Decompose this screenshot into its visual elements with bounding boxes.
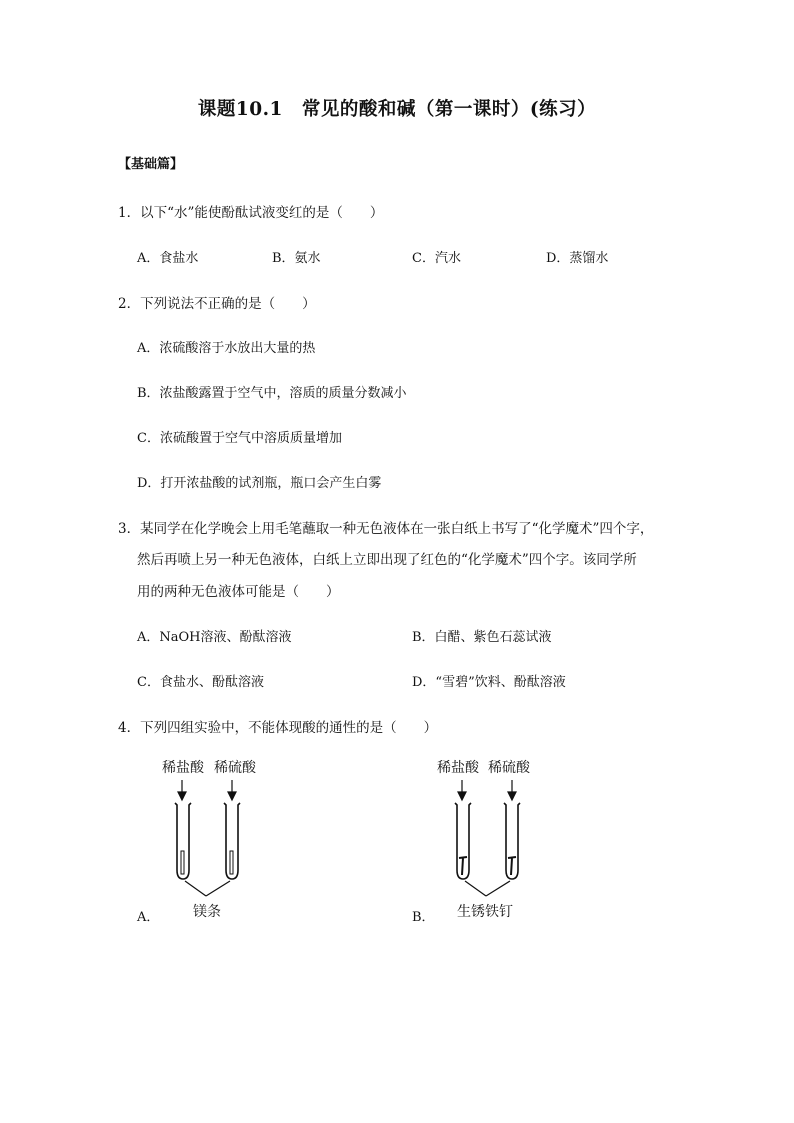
figure-a-pointer-line-2 — [206, 881, 230, 896]
figure-b-test-tubes — [440, 778, 550, 898]
question-2-option-a: A．浓硫酸溶于水放出大量的热 — [137, 341, 316, 356]
question-1-option-a: A．食盐水 — [137, 251, 199, 266]
question-2-option-d: D．打开浓盐酸的试剂瓶，瓶口会产生白雾 — [137, 476, 382, 491]
figure-b-pointer-line-2 — [486, 881, 510, 896]
question-2-option-b: B．浓盐酸露置于空气中，溶质的质量分数减小 — [137, 386, 407, 401]
figure-b-reagent-2-label: 稀硫酸 — [488, 760, 530, 776]
figure-a-tube-2 — [224, 803, 240, 879]
question-3-stem-line-1: 3．某同学在化学晚会上用毛笔蘸取一种无色液体在一张白纸上书写了“化学魔术”四个字， — [118, 521, 654, 537]
question-1-option-c: C．汽水 — [412, 251, 461, 266]
question-3-stem-line-3: 用的两种无色液体可能是（ ） — [137, 584, 340, 600]
figure-b-reagent-1-label: 稀盐酸 — [437, 760, 479, 776]
figure-b-rusty-nail-1 — [459, 857, 467, 875]
question-1-stem: 1．以下“水”能使酚酞试液变红的是（ ） — [118, 205, 384, 221]
figure-a-arrow-2-head — [228, 792, 236, 800]
figure-b-pointer-line-1 — [465, 881, 486, 896]
figure-b-option-label: B． — [412, 910, 435, 925]
question-3-option-c: C．食盐水、酚酞溶液 — [137, 675, 264, 690]
figure-b-sample-label: 生锈铁钉 — [457, 904, 513, 920]
figure-a-pointer-line-1 — [185, 881, 206, 896]
section-heading: 【基础篇】 — [118, 157, 184, 172]
figure-a-reagent-1-label: 稀盐酸 — [162, 760, 204, 776]
question-1-option-d: D．蒸馏水 — [546, 251, 609, 266]
question-1-option-b: B．氨水 — [272, 251, 321, 266]
question-2-stem: 2．下列说法不正确的是（ ） — [118, 296, 316, 312]
question-3-option-b: B．白醋、紫色石蕊试液 — [412, 630, 552, 645]
figure-a-arrow-1-head — [178, 792, 186, 800]
figure-b-rusty-nail-2 — [508, 857, 516, 875]
figure-a-tube-1 — [175, 803, 191, 879]
figure-a-reagent-2-label: 稀硫酸 — [214, 760, 256, 776]
question-3-option-d: D．“雪碧”饮料、酚酞溶液 — [412, 675, 566, 690]
question-4-stem: 4．下列四组实验中，不能体现酸的通性的是（ ） — [118, 720, 438, 736]
figure-b-arrow-1-head — [458, 792, 466, 800]
figure-b-arrow-2-head — [508, 792, 516, 800]
figure-a-magnesium-strip-2 — [230, 851, 233, 874]
figure-a-sample-label: 镁条 — [193, 904, 221, 920]
page-title: 课题10.1 常见的酸和碱（第一课时）(练习） — [197, 99, 597, 120]
figure-a-option-label: A． — [137, 910, 160, 925]
question-2-option-c: C．浓硫酸置于空气中溶质质量增加 — [137, 431, 342, 446]
question-3-stem-line-2: 然后再喷上另一种无色液体，白纸上立即出现了红色的“化学魔术”四个字。该同学所 — [137, 552, 637, 568]
figure-a-magnesium-strip-1 — [181, 851, 184, 874]
question-3-option-a: A．NaOH溶液、酚酞溶液 — [137, 630, 292, 645]
figure-a-test-tubes — [160, 778, 270, 898]
